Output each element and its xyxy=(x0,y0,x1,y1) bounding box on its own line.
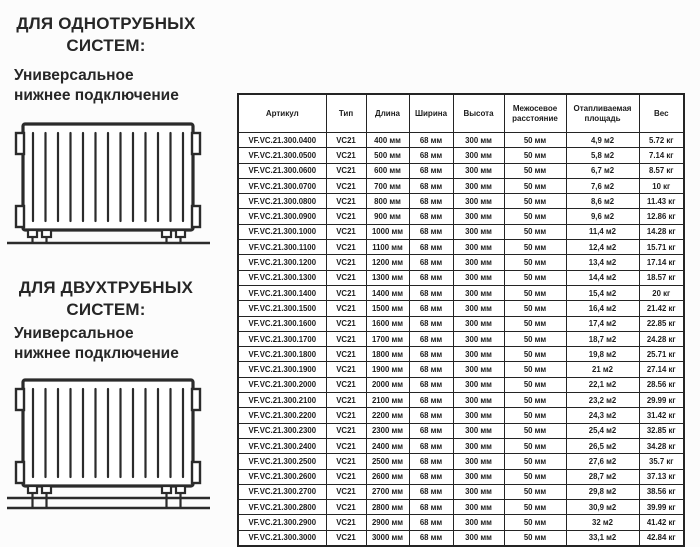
spec-cell: 31.42 кг xyxy=(639,408,684,423)
spec-cell: VF.VC.21.300.1800 xyxy=(238,347,326,362)
spec-cell: 20 кг xyxy=(639,285,684,300)
spec-cell: 1400 мм xyxy=(366,285,409,300)
spec-cell: VC21 xyxy=(326,484,366,499)
spec-cell: 17.14 кг xyxy=(639,255,684,270)
spec-cell: VC21 xyxy=(326,255,366,270)
spec-cell: 700 мм xyxy=(366,178,409,193)
spec-cell: VF.VC.21.300.2600 xyxy=(238,469,326,484)
spec-row xyxy=(238,163,684,178)
spec-row xyxy=(238,240,684,255)
spec-cell: VC21 xyxy=(326,377,366,392)
spec-row xyxy=(238,316,684,331)
spec-cell: 68 мм xyxy=(409,377,453,392)
spec-cell: 68 мм xyxy=(409,224,453,239)
spec-cell: 39.99 кг xyxy=(639,500,684,515)
two-pipe-subheading xyxy=(14,324,224,364)
two-pipe-heading-line2: СИСТЕМ: xyxy=(66,300,146,319)
spec-cell: 26,5 м2 xyxy=(566,438,639,453)
header-length: Длина xyxy=(366,94,409,133)
spec-cell: 2300 мм xyxy=(366,423,409,438)
spec-cell: 25.71 кг xyxy=(639,347,684,362)
spec-cell: 8,6 м2 xyxy=(566,194,639,209)
spec-cell: VF.VC.21.300.1100 xyxy=(238,240,326,255)
spec-cell: 600 мм xyxy=(366,163,409,178)
spec-cell: 68 мм xyxy=(409,362,453,377)
spec-cell: 300 мм xyxy=(453,194,504,209)
spec-cell: 68 мм xyxy=(409,515,453,530)
spec-cell: 50 мм xyxy=(504,224,566,239)
spec-cell: VF.VC.21.300.0400 xyxy=(238,133,326,148)
spec-cell: 68 мм xyxy=(409,454,453,469)
spec-cell: 300 мм xyxy=(453,515,504,530)
spec-cell: VC21 xyxy=(326,438,366,453)
single-pipe-subheading-line1: Универсальное xyxy=(14,67,134,84)
spec-cell: 68 мм xyxy=(409,163,453,178)
spec-cell: VF.VC.21.300.1300 xyxy=(238,270,326,285)
spec-cell: 19,8 м2 xyxy=(566,347,639,362)
spec-cell: 300 мм xyxy=(453,163,504,178)
spec-cell: 9,6 м2 xyxy=(566,209,639,224)
spec-cell: 2200 мм xyxy=(366,408,409,423)
spec-cell: 68 мм xyxy=(409,316,453,331)
spec-cell: VC21 xyxy=(326,454,366,469)
spec-cell: 38.56 кг xyxy=(639,484,684,499)
spec-cell: 27,6 м2 xyxy=(566,454,639,469)
spec-cell: VC21 xyxy=(326,224,366,239)
spec-cell: VF.VC.21.300.0800 xyxy=(238,194,326,209)
spec-cell: 50 мм xyxy=(504,347,566,362)
spec-row xyxy=(238,408,684,423)
two-pipe-subheading-line1: Универсальное xyxy=(14,325,134,342)
spec-cell: VF.VC.21.300.2000 xyxy=(238,377,326,392)
spec-cell: 15,4 м2 xyxy=(566,285,639,300)
spec-cell: 24,3 м2 xyxy=(566,408,639,423)
spec-cell: 50 мм xyxy=(504,393,566,408)
spec-cell: 50 мм xyxy=(504,469,566,484)
spec-cell: VC21 xyxy=(326,408,366,423)
spec-cell: 16,4 м2 xyxy=(566,301,639,316)
spec-cell: 300 мм xyxy=(453,377,504,392)
spec-row xyxy=(238,484,684,499)
spec-cell: 21.42 кг xyxy=(639,301,684,316)
spec-row xyxy=(238,178,684,193)
spec-cell: 37.13 кг xyxy=(639,469,684,484)
spec-cell: 3000 мм xyxy=(366,530,409,546)
spec-row xyxy=(238,423,684,438)
spec-cell: 50 мм xyxy=(504,454,566,469)
spec-cell: 68 мм xyxy=(409,347,453,362)
spec-cell: 68 мм xyxy=(409,270,453,285)
spec-cell: 300 мм xyxy=(453,224,504,239)
spec-cell: VF.VC.21.300.2300 xyxy=(238,423,326,438)
spec-cell: 33,1 м2 xyxy=(566,530,639,546)
spec-row xyxy=(238,530,684,546)
spec-cell: VC21 xyxy=(326,209,366,224)
spec-cell: VF.VC.21.300.1700 xyxy=(238,331,326,346)
two-pipe-subheading-line2: нижнее подключение xyxy=(14,345,179,362)
spec-cell: 50 мм xyxy=(504,255,566,270)
spec-cell: VC21 xyxy=(326,133,366,148)
spec-cell: 68 мм xyxy=(409,331,453,346)
spec-cell: 50 мм xyxy=(504,163,566,178)
spec-cell: 6,7 м2 xyxy=(566,163,639,178)
spec-cell: 50 мм xyxy=(504,316,566,331)
spec-cell: VF.VC.21.300.1000 xyxy=(238,224,326,239)
spec-cell: 12.86 кг xyxy=(639,209,684,224)
spec-cell: 400 мм xyxy=(366,133,409,148)
spec-row xyxy=(238,438,684,453)
spec-cell: 68 мм xyxy=(409,148,453,163)
two-pipe-heading xyxy=(0,277,212,321)
spec-cell: 300 мм xyxy=(453,255,504,270)
spec-cell: 300 мм xyxy=(453,393,504,408)
spec-cell: 17,4 м2 xyxy=(566,316,639,331)
spec-cell: VF.VC.21.300.3000 xyxy=(238,530,326,546)
spec-cell: 25,4 м2 xyxy=(566,423,639,438)
spec-cell: 50 мм xyxy=(504,209,566,224)
spec-cell: VF.VC.21.300.0500 xyxy=(238,148,326,163)
spec-cell: VC21 xyxy=(326,347,366,362)
spec-cell: 1000 мм xyxy=(366,224,409,239)
spec-cell: VC21 xyxy=(326,301,366,316)
spec-cell: VF.VC.21.300.2500 xyxy=(238,454,326,469)
spec-row xyxy=(238,194,684,209)
spec-cell: 11.43 кг xyxy=(639,194,684,209)
spec-cell: VF.VC.21.300.1600 xyxy=(238,316,326,331)
spec-cell: 23,2 м2 xyxy=(566,393,639,408)
spec-cell: VF.VC.21.300.1200 xyxy=(238,255,326,270)
spec-table-body xyxy=(238,133,684,547)
spec-cell: VC21 xyxy=(326,316,366,331)
spec-cell: VC21 xyxy=(326,500,366,515)
spec-cell: 300 мм xyxy=(453,301,504,316)
spec-cell: 50 мм xyxy=(504,484,566,499)
spec-cell: VC21 xyxy=(326,194,366,209)
spec-cell: VC21 xyxy=(326,240,366,255)
spec-cell: 50 мм xyxy=(504,408,566,423)
spec-cell: 1900 мм xyxy=(366,362,409,377)
spec-cell: 22.85 кг xyxy=(639,316,684,331)
spec-cell: 300 мм xyxy=(453,133,504,148)
spec-cell: 300 мм xyxy=(453,316,504,331)
spec-cell: 11,4 м2 xyxy=(566,224,639,239)
spec-cell: VF.VC.21.300.1400 xyxy=(238,285,326,300)
spec-cell: 42.84 кг xyxy=(639,530,684,546)
spec-cell: 300 мм xyxy=(453,148,504,163)
spec-cell: 50 мм xyxy=(504,194,566,209)
header-height: Высота xyxy=(453,94,504,133)
spec-row xyxy=(238,331,684,346)
spec-cell: 300 мм xyxy=(453,362,504,377)
spec-cell: 1300 мм xyxy=(366,270,409,285)
spec-cell: 50 мм xyxy=(504,285,566,300)
spec-row xyxy=(238,270,684,285)
header-article: Артикул xyxy=(238,94,326,133)
spec-row xyxy=(238,454,684,469)
spec-row xyxy=(238,347,684,362)
spec-row xyxy=(238,301,684,316)
spec-cell: 2400 мм xyxy=(366,438,409,453)
single-pipe-heading-line2: СИСТЕМ: xyxy=(66,36,146,55)
spec-cell: VC21 xyxy=(326,393,366,408)
spec-cell: VF.VC.21.300.1900 xyxy=(238,362,326,377)
spec-row xyxy=(238,224,684,239)
spec-cell: 2000 мм xyxy=(366,377,409,392)
spec-cell: VC21 xyxy=(326,270,366,285)
spec-cell: 300 мм xyxy=(453,178,504,193)
spec-cell: VC21 xyxy=(326,515,366,530)
spec-cell: 300 мм xyxy=(453,438,504,453)
spec-cell: 14.28 кг xyxy=(639,224,684,239)
spec-row xyxy=(238,515,684,530)
spec-cell: 30,9 м2 xyxy=(566,500,639,515)
spec-cell: 34.28 кг xyxy=(639,438,684,453)
spec-cell: 68 мм xyxy=(409,530,453,546)
spec-cell: 12,4 м2 xyxy=(566,240,639,255)
spec-cell: 50 мм xyxy=(504,331,566,346)
spec-cell: 68 мм xyxy=(409,408,453,423)
spec-cell: 5,8 м2 xyxy=(566,148,639,163)
spec-cell: 300 мм xyxy=(453,423,504,438)
spec-cell: 28.56 кг xyxy=(639,377,684,392)
spec-row xyxy=(238,393,684,408)
spec-cell: 50 мм xyxy=(504,515,566,530)
spec-table xyxy=(237,93,685,547)
spec-cell: 41.42 кг xyxy=(639,515,684,530)
spec-cell: 2100 мм xyxy=(366,393,409,408)
spec-cell: VF.VC.21.300.2100 xyxy=(238,393,326,408)
spec-cell: 50 мм xyxy=(504,301,566,316)
single-pipe-subheading-line2: нижнее подключение xyxy=(14,87,179,104)
spec-cell: VF.VC.21.300.2900 xyxy=(238,515,326,530)
spec-cell: 7,6 м2 xyxy=(566,178,639,193)
spec-cell: 50 мм xyxy=(504,240,566,255)
spec-cell: 32 м2 xyxy=(566,515,639,530)
spec-cell: 50 мм xyxy=(504,270,566,285)
spec-cell: VC21 xyxy=(326,148,366,163)
spec-cell: 300 мм xyxy=(453,408,504,423)
radiator-feet xyxy=(28,230,185,243)
spec-cell: 32.85 кг xyxy=(639,423,684,438)
spec-cell: 500 мм xyxy=(366,148,409,163)
spec-cell: 68 мм xyxy=(409,423,453,438)
spec-cell: 2800 мм xyxy=(366,500,409,515)
spec-cell: VF.VC.21.300.2700 xyxy=(238,484,326,499)
spec-cell: VC21 xyxy=(326,469,366,484)
spec-cell: 50 мм xyxy=(504,133,566,148)
spec-row xyxy=(238,469,684,484)
spec-cell: VF.VC.21.300.2200 xyxy=(238,408,326,423)
spec-cell: 35.7 кг xyxy=(639,454,684,469)
spec-cell: 68 мм xyxy=(409,209,453,224)
spec-cell: 50 мм xyxy=(504,178,566,193)
spec-cell: 1100 мм xyxy=(366,240,409,255)
spec-row xyxy=(238,285,684,300)
spec-cell: 10 кг xyxy=(639,178,684,193)
spec-cell: 29,8 м2 xyxy=(566,484,639,499)
spec-cell: 800 мм xyxy=(366,194,409,209)
spec-cell: VC21 xyxy=(326,331,366,346)
spec-cell: 7.14 кг xyxy=(639,148,684,163)
spec-cell: VC21 xyxy=(326,178,366,193)
spec-cell: 1500 мм xyxy=(366,301,409,316)
spec-cell: 900 мм xyxy=(366,209,409,224)
sidebar xyxy=(0,0,237,535)
spec-cell: 29.99 кг xyxy=(639,393,684,408)
spec-cell: 68 мм xyxy=(409,285,453,300)
header-type: Тип xyxy=(326,94,366,133)
spec-cell: 2700 мм xyxy=(366,484,409,499)
spec-cell: 68 мм xyxy=(409,240,453,255)
spec-row xyxy=(238,377,684,392)
spec-row xyxy=(238,255,684,270)
spec-row xyxy=(238,209,684,224)
spec-cell: 68 мм xyxy=(409,500,453,515)
spec-cell: 50 мм xyxy=(504,423,566,438)
spec-cell: 18.57 кг xyxy=(639,270,684,285)
spec-row xyxy=(238,362,684,377)
spec-cell: 50 мм xyxy=(504,530,566,546)
spec-row xyxy=(238,148,684,163)
single-pipe-heading xyxy=(0,13,212,57)
spec-cell: 1800 мм xyxy=(366,347,409,362)
spec-cell: 300 мм xyxy=(453,530,504,546)
spec-cell: VC21 xyxy=(326,163,366,178)
spec-cell: 300 мм xyxy=(453,347,504,362)
single-pipe-subheading xyxy=(14,66,224,106)
spec-cell: VF.VC.21.300.1500 xyxy=(238,301,326,316)
spec-cell: 300 мм xyxy=(453,454,504,469)
spec-table-header xyxy=(238,94,684,133)
spec-cell: 50 мм xyxy=(504,362,566,377)
spec-cell: 27.14 кг xyxy=(639,362,684,377)
spec-row xyxy=(238,133,684,148)
spec-cell: 68 мм xyxy=(409,194,453,209)
spec-cell: 14,4 м2 xyxy=(566,270,639,285)
spec-cell: VF.VC.21.300.0600 xyxy=(238,163,326,178)
spec-cell: VC21 xyxy=(326,285,366,300)
spec-cell: 1700 мм xyxy=(366,331,409,346)
spec-row xyxy=(238,500,684,515)
spec-cell: VC21 xyxy=(326,423,366,438)
spec-cell: 22,1 м2 xyxy=(566,377,639,392)
spec-cell: 2900 мм xyxy=(366,515,409,530)
spec-cell: 2500 мм xyxy=(366,454,409,469)
spec-cell: 50 мм xyxy=(504,500,566,515)
spec-cell: 28,7 м2 xyxy=(566,469,639,484)
spec-cell: 4,9 м2 xyxy=(566,133,639,148)
spec-cell: VF.VC.21.300.2800 xyxy=(238,500,326,515)
spec-cell: 50 мм xyxy=(504,377,566,392)
spec-cell: 300 мм xyxy=(453,209,504,224)
spec-cell: 13,4 м2 xyxy=(566,255,639,270)
spec-cell: 300 мм xyxy=(453,484,504,499)
spec-cell: 24.28 кг xyxy=(639,331,684,346)
spec-cell: 68 мм xyxy=(409,133,453,148)
two-pipe-heading-line1: ДЛЯ ДВУХТРУБНЫХ xyxy=(18,278,194,297)
spec-cell: 300 мм xyxy=(453,469,504,484)
header-weight: Вес xyxy=(639,94,684,133)
spec-cell: 2600 мм xyxy=(366,469,409,484)
spec-cell: 68 мм xyxy=(409,255,453,270)
spec-cell: 5.72 кг xyxy=(639,133,684,148)
header-heated-area: Отапливаемая площадь xyxy=(566,94,639,133)
spec-cell: 300 мм xyxy=(453,285,504,300)
spec-cell: 68 мм xyxy=(409,301,453,316)
spec-cell: 18,7 м2 xyxy=(566,331,639,346)
spec-cell: 50 мм xyxy=(504,148,566,163)
spec-cell: VF.VC.21.300.0900 xyxy=(238,209,326,224)
spec-cell: 68 мм xyxy=(409,178,453,193)
spec-cell: 50 мм xyxy=(504,438,566,453)
spec-table-container xyxy=(237,93,685,547)
spec-cell: 68 мм xyxy=(409,484,453,499)
header-width: Ширина xyxy=(409,94,453,133)
spec-cell: 1200 мм xyxy=(366,255,409,270)
spec-cell: 68 мм xyxy=(409,393,453,408)
spec-cell: 15.71 кг xyxy=(639,240,684,255)
spec-cell: 8.57 кг xyxy=(639,163,684,178)
spec-cell: VF.VC.21.300.0700 xyxy=(238,178,326,193)
spec-cell: 300 мм xyxy=(453,500,504,515)
header-row xyxy=(238,94,684,133)
radiator-diagram-two-pipe-icon xyxy=(5,376,212,516)
spec-cell: VF.VC.21.300.2400 xyxy=(238,438,326,453)
single-pipe-heading-line1: ДЛЯ ОДНОТРУБНЫХ xyxy=(16,14,196,33)
header-axis-distance: Межосевое расстояние xyxy=(504,94,566,133)
spec-cell: VC21 xyxy=(326,362,366,377)
spec-cell: 300 мм xyxy=(453,331,504,346)
spec-cell: 300 мм xyxy=(453,270,504,285)
spec-cell: 1600 мм xyxy=(366,316,409,331)
spec-cell: 21 м2 xyxy=(566,362,639,377)
radiator-diagram-single-pipe-icon xyxy=(5,120,212,247)
spec-cell: 68 мм xyxy=(409,469,453,484)
spec-cell: 300 мм xyxy=(453,240,504,255)
spec-cell: VC21 xyxy=(326,530,366,546)
spec-cell: 68 мм xyxy=(409,438,453,453)
